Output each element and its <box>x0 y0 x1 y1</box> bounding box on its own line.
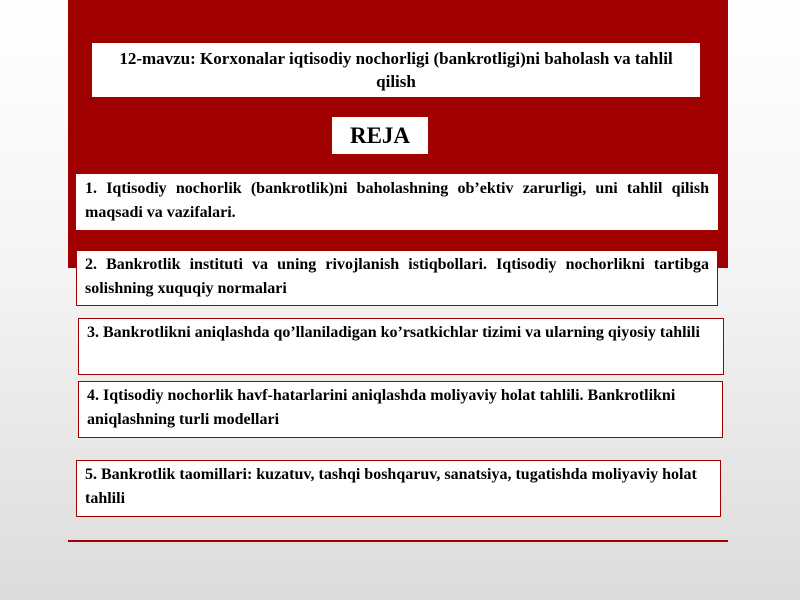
plan-item-5: 5. Bankrotlik taomillari: kuzatuv, tashqi boshqaruv, sanatsiya, tugatishda moliyaviy holat tahlili <box>76 460 721 517</box>
plan-item-2: 2. Bankrotlik instituti va uning rivojlanish istiqbollari. Iqtisodiy nochorlikni tartibga solishning xuquqiy normalari <box>76 250 718 306</box>
plan-item-4: 4. Iqtisodiy nochorlik havf-hatarlarini aniqlashda moliyaviy holat tahlili. Bankrotlikni aniqlashning turli modellari <box>78 381 723 438</box>
plan-item-1: 1. Iqtisodiy nochorlik (bankrotlik)ni baholashning ob’ektiv zarurligi, uni tahlil qilish maqsadi va vazifalari. <box>76 174 718 230</box>
plan-item-3: 3. Bankrotlikni aniqlashda qo’llaniladigan ko’rsatkichlar tizimi va ularning qiyosiy tahlili <box>78 318 724 375</box>
slide-title: 12-mavzu: Korxonalar iqtisodiy nochorligi (bankrotligi)ni baholash va tahlil qilish <box>92 43 700 97</box>
reja-heading: REJA <box>332 117 428 154</box>
bottom-divider <box>68 540 728 542</box>
